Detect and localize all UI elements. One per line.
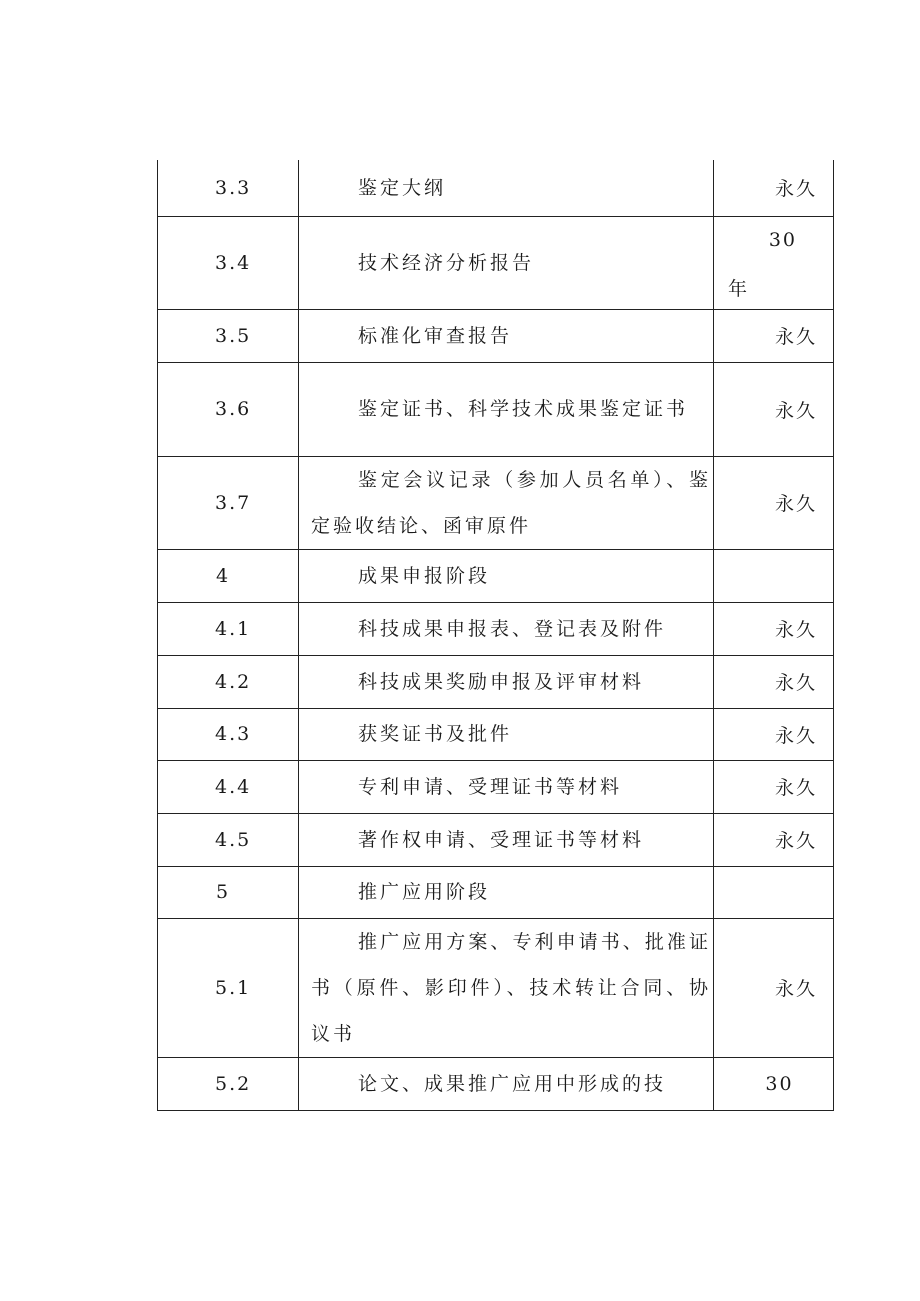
item-name: 论文、成果推广应用中形成的技 [299, 1057, 714, 1110]
item-name: 鉴定大纲 [299, 160, 714, 216]
item-code: 4.2 [158, 655, 299, 708]
table-row [158, 655, 834, 708]
archive-retention-table [157, 160, 834, 1111]
retention-term-number: 30 [768, 228, 797, 251]
item-code: 3.7 [158, 456, 299, 549]
table-row [158, 918, 834, 1057]
retention-term: 永久 [714, 160, 834, 216]
item-code: 3.4 [158, 216, 299, 309]
item-name: 著作权申请、受理证书等材料 [299, 813, 714, 866]
retention-term: 永久 [714, 813, 834, 866]
item-name: 科技成果奖励申报及评审材料 [299, 655, 714, 708]
item-name: 鉴定会议记录（参加人员名单）、鉴定验收结论、函审原件 [299, 456, 714, 549]
retention-term: 永久 [714, 456, 834, 549]
retention-term [714, 216, 834, 309]
item-name: 获奖证书及批件 [299, 708, 714, 760]
table-row [158, 362, 834, 456]
item-name: 推广应用方案、专利申请书、批准证书（原件、影印件）、技术转让合同、协议书 [299, 918, 714, 1057]
item-code: 5.2 [158, 1057, 299, 1110]
table-row-section [158, 866, 834, 918]
retention-term-unit: 年 [728, 277, 750, 300]
retention-term: 永久 [714, 362, 834, 456]
table-row [158, 760, 834, 813]
item-name: 技术经济分析报告 [299, 216, 714, 309]
section-name: 成果申报阶段 [299, 549, 714, 602]
table-row [158, 813, 834, 866]
item-code: 4.3 [158, 708, 299, 760]
retention-term: 永久 [714, 760, 834, 813]
section-code: 4 [158, 549, 299, 602]
table-row [158, 160, 834, 216]
table-row [158, 216, 834, 309]
table-row-section [158, 549, 834, 602]
item-code: 4.4 [158, 760, 299, 813]
archive-retention-table-page [157, 160, 833, 1111]
retention-term: 永久 [714, 918, 834, 1057]
retention-term: 30 [714, 1057, 834, 1110]
retention-term [714, 866, 834, 918]
item-code: 4.5 [158, 813, 299, 866]
section-code: 5 [158, 866, 299, 918]
item-name: 科技成果申报表、登记表及附件 [299, 602, 714, 655]
item-name: 标准化审查报告 [299, 309, 714, 362]
table-row [158, 456, 834, 549]
item-code: 3.3 [158, 160, 299, 216]
item-code: 4.1 [158, 602, 299, 655]
item-name: 专利申请、受理证书等材料 [299, 760, 714, 813]
retention-term: 永久 [714, 602, 834, 655]
retention-term: 永久 [714, 309, 834, 362]
table-row [158, 708, 834, 760]
section-name: 推广应用阶段 [299, 866, 714, 918]
item-name: 鉴定证书、科学技术成果鉴定证书 [299, 362, 714, 456]
item-code: 3.5 [158, 309, 299, 362]
retention-term: 永久 [714, 708, 834, 760]
table-row [158, 1057, 834, 1110]
retention-term [714, 549, 834, 602]
retention-term: 永久 [714, 655, 834, 708]
table-row [158, 309, 834, 362]
table-row [158, 602, 834, 655]
item-code: 5.1 [158, 918, 299, 1057]
item-code: 3.6 [158, 362, 299, 456]
